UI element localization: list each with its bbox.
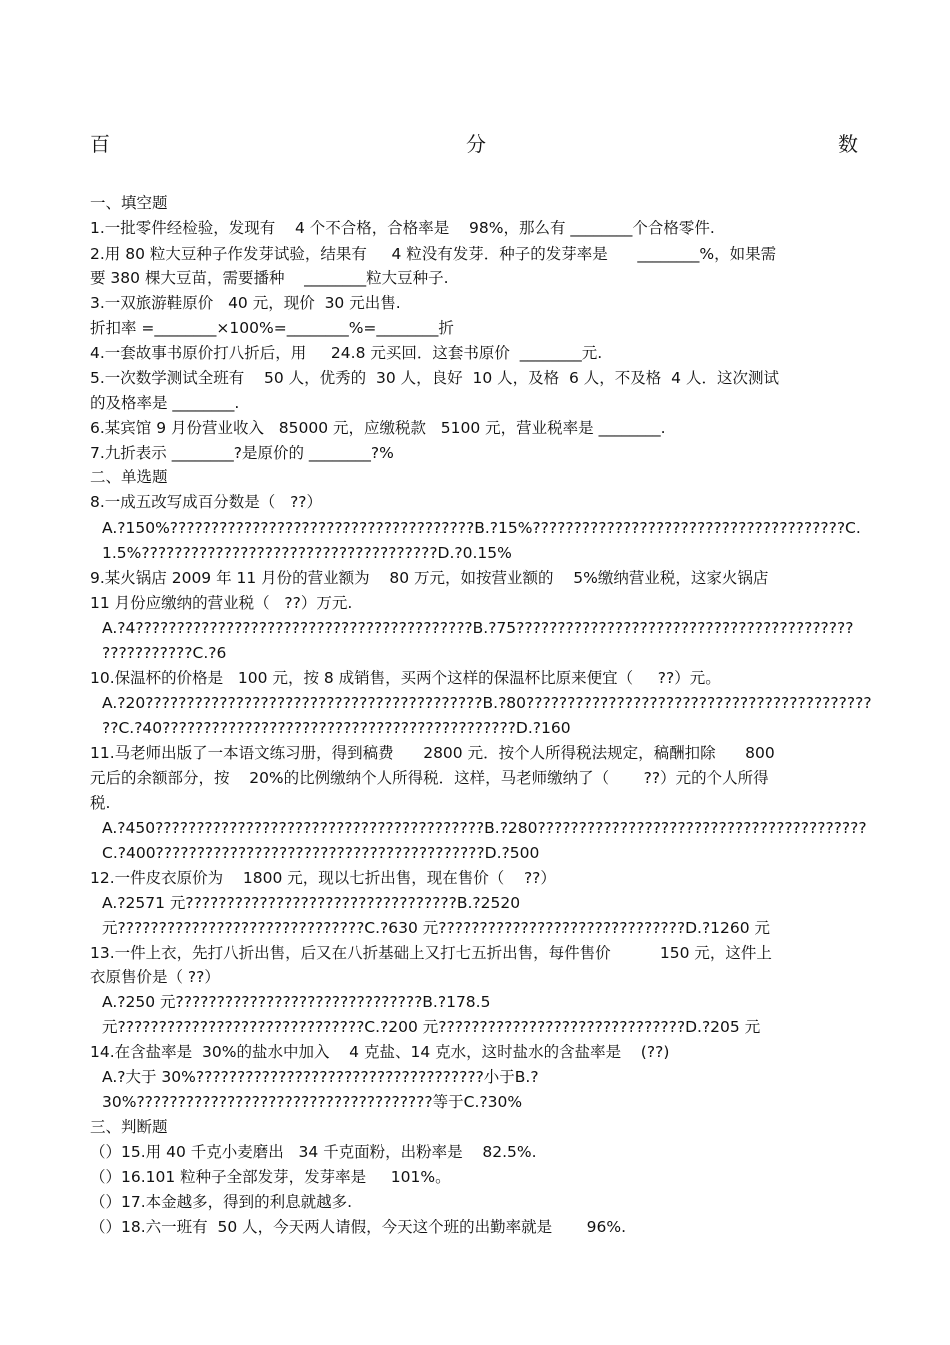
question-13-options: A.?250 元??????????????????????????????B.?178.5 [102,993,491,1011]
question-17: （）17.本金越多，得到的利息就越多. [90,1193,353,1211]
question-10: 10.保温杯的价格是 100 元，按 8 成销售，买两个这样的保温杯比原来便宜（ ??）元。 [90,669,721,687]
question-1: 1.一批零件经检验，发现有 4 个不合格，合格率是 98%，那么有 ________个合格零件. [90,219,715,237]
question-3-formula: 折扣率 =________×100%=________%=________折 [90,319,454,337]
question-11-options: A.?450????????????????????????????????????????B.?280???????????????????????????????????????? [102,819,867,837]
question-11: 11.马老师出版了一本语文练习册，得到稿费 2800 元．按个人所得税法规定，稿酬扣除 800 [90,744,775,762]
question-9-options-continued: ???????????C.?6 [102,644,227,662]
question-15: （）15.用 40 千克小麦磨出 34 千克面粉，出粉率是 82.5%. [90,1143,537,1161]
question-10-options: A.?20?????????????????????????????????????????B.?80?????????????????????????????????????????? [102,694,872,712]
section-heading-single-choice: 二、单选题 [90,468,168,486]
question-14-options: A.?大于 30%???????????????????????????????????小于B.? [102,1068,539,1086]
question-9: 9.某火锅店 2009 年 11 月份的营业额为 80 万元，如按营业额的 5%缴纳营业税，这家火锅店 [90,569,769,587]
question-14: 14.在含盐率是 30%的盐水中加入 4 克盐、14 克水，这时盐水的含盐率是 (??) [90,1043,670,1061]
question-9-options: A.?4?????????????????????????????????????????B.?75????????????????????????????????????????? [102,619,854,637]
question-11-end: 税. [90,794,111,812]
question-10-options-continued: ??C.?40???????????????????????????????????????????D.?160 [102,719,571,737]
question-12-options-continued: 元??????????????????????????????C.?630 元??????????????????????????????D.?1260 元 [102,919,771,937]
question-4: 4.一套故事书原价打八折后，用 24.8 元买回．这套书原价 ________元. [90,344,603,362]
title-char-3: 数 [838,132,858,156]
question-8-options: A.?150%?????????????????????????????????????B.?15%??????????????????????????????????????C. [102,519,861,537]
section-heading-fill-blank: 一、填空题 [90,194,168,212]
question-18: （）18.六一班有 50 人，今天两人请假，今天这个班的出勤率就是 96%. [90,1218,627,1236]
question-2-continued: 要 380 棵大豆苗，需要播种 ________粒大豆种子. [90,269,449,287]
question-2: 2.用 80 粒大豆种子作发芽试验，结果有 4 粒没有发芽．种子的发芽率是 ________%，如果需 [90,245,777,263]
question-3: 3.一双旅游鞋原价 40 元，现价 30 元出售. [90,294,401,312]
question-6: 6.某宾馆 9 月份营业收入 85000 元，应缴税款 5100 元，营业税率是 ________. [90,419,666,437]
question-11-continued: 元后的余额部分，按 20%的比例缴纳个人所得税．这样，马老师缴纳了（ ??）元的个人所得 [90,769,769,787]
question-7: 7.九折表示 ________?是原价的 ________?% [90,444,394,462]
question-14-options-continued: 30%????????????????????????????????????等于C.?30% [102,1093,523,1111]
question-13-continued: 衣原售价是（ ??） [90,968,220,986]
question-12: 12.一件皮衣原价为 1800 元，现以七折出售，现在售价（ ??） [90,869,556,887]
question-11-options-continued: C.?400????????????????????????????????????????D.?500 [102,844,540,862]
question-8: 8.一成五改写成百分数是（ ??） [90,493,323,511]
question-12-options: A.?2571 元?????????????????????????????????B.?2520 [102,894,521,912]
question-13-options-continued: 元??????????????????????????????C.?200 元??????????????????????????????D.?205 元 [102,1018,761,1036]
title-char-1: 百 [90,132,110,156]
question-13: 13.一件上衣，先打八折出售，后又在八折基础上又打七五折出售，每件售价 150 元，这件上 [90,944,772,962]
question-5-continued: 的及格率是 ________. [90,394,240,412]
question-16: （）16.101 粒种子全部发芽，发芽率是 101%。 [90,1168,451,1186]
question-5: 5.一次数学测试全班有 50 人，优秀的 30 人，良好 10 人，及格 6 人，不及格 4 人．这次测试 [90,369,779,387]
title-char-2: 分 [466,132,486,156]
question-9-continued: 11 月份应缴纳的营业税（ ??）万元. [90,594,353,612]
section-heading-true-false: 三、判断题 [90,1118,168,1136]
question-8-options-continued: 1.5%????????????????????????????????????D.?0.15% [102,544,512,562]
